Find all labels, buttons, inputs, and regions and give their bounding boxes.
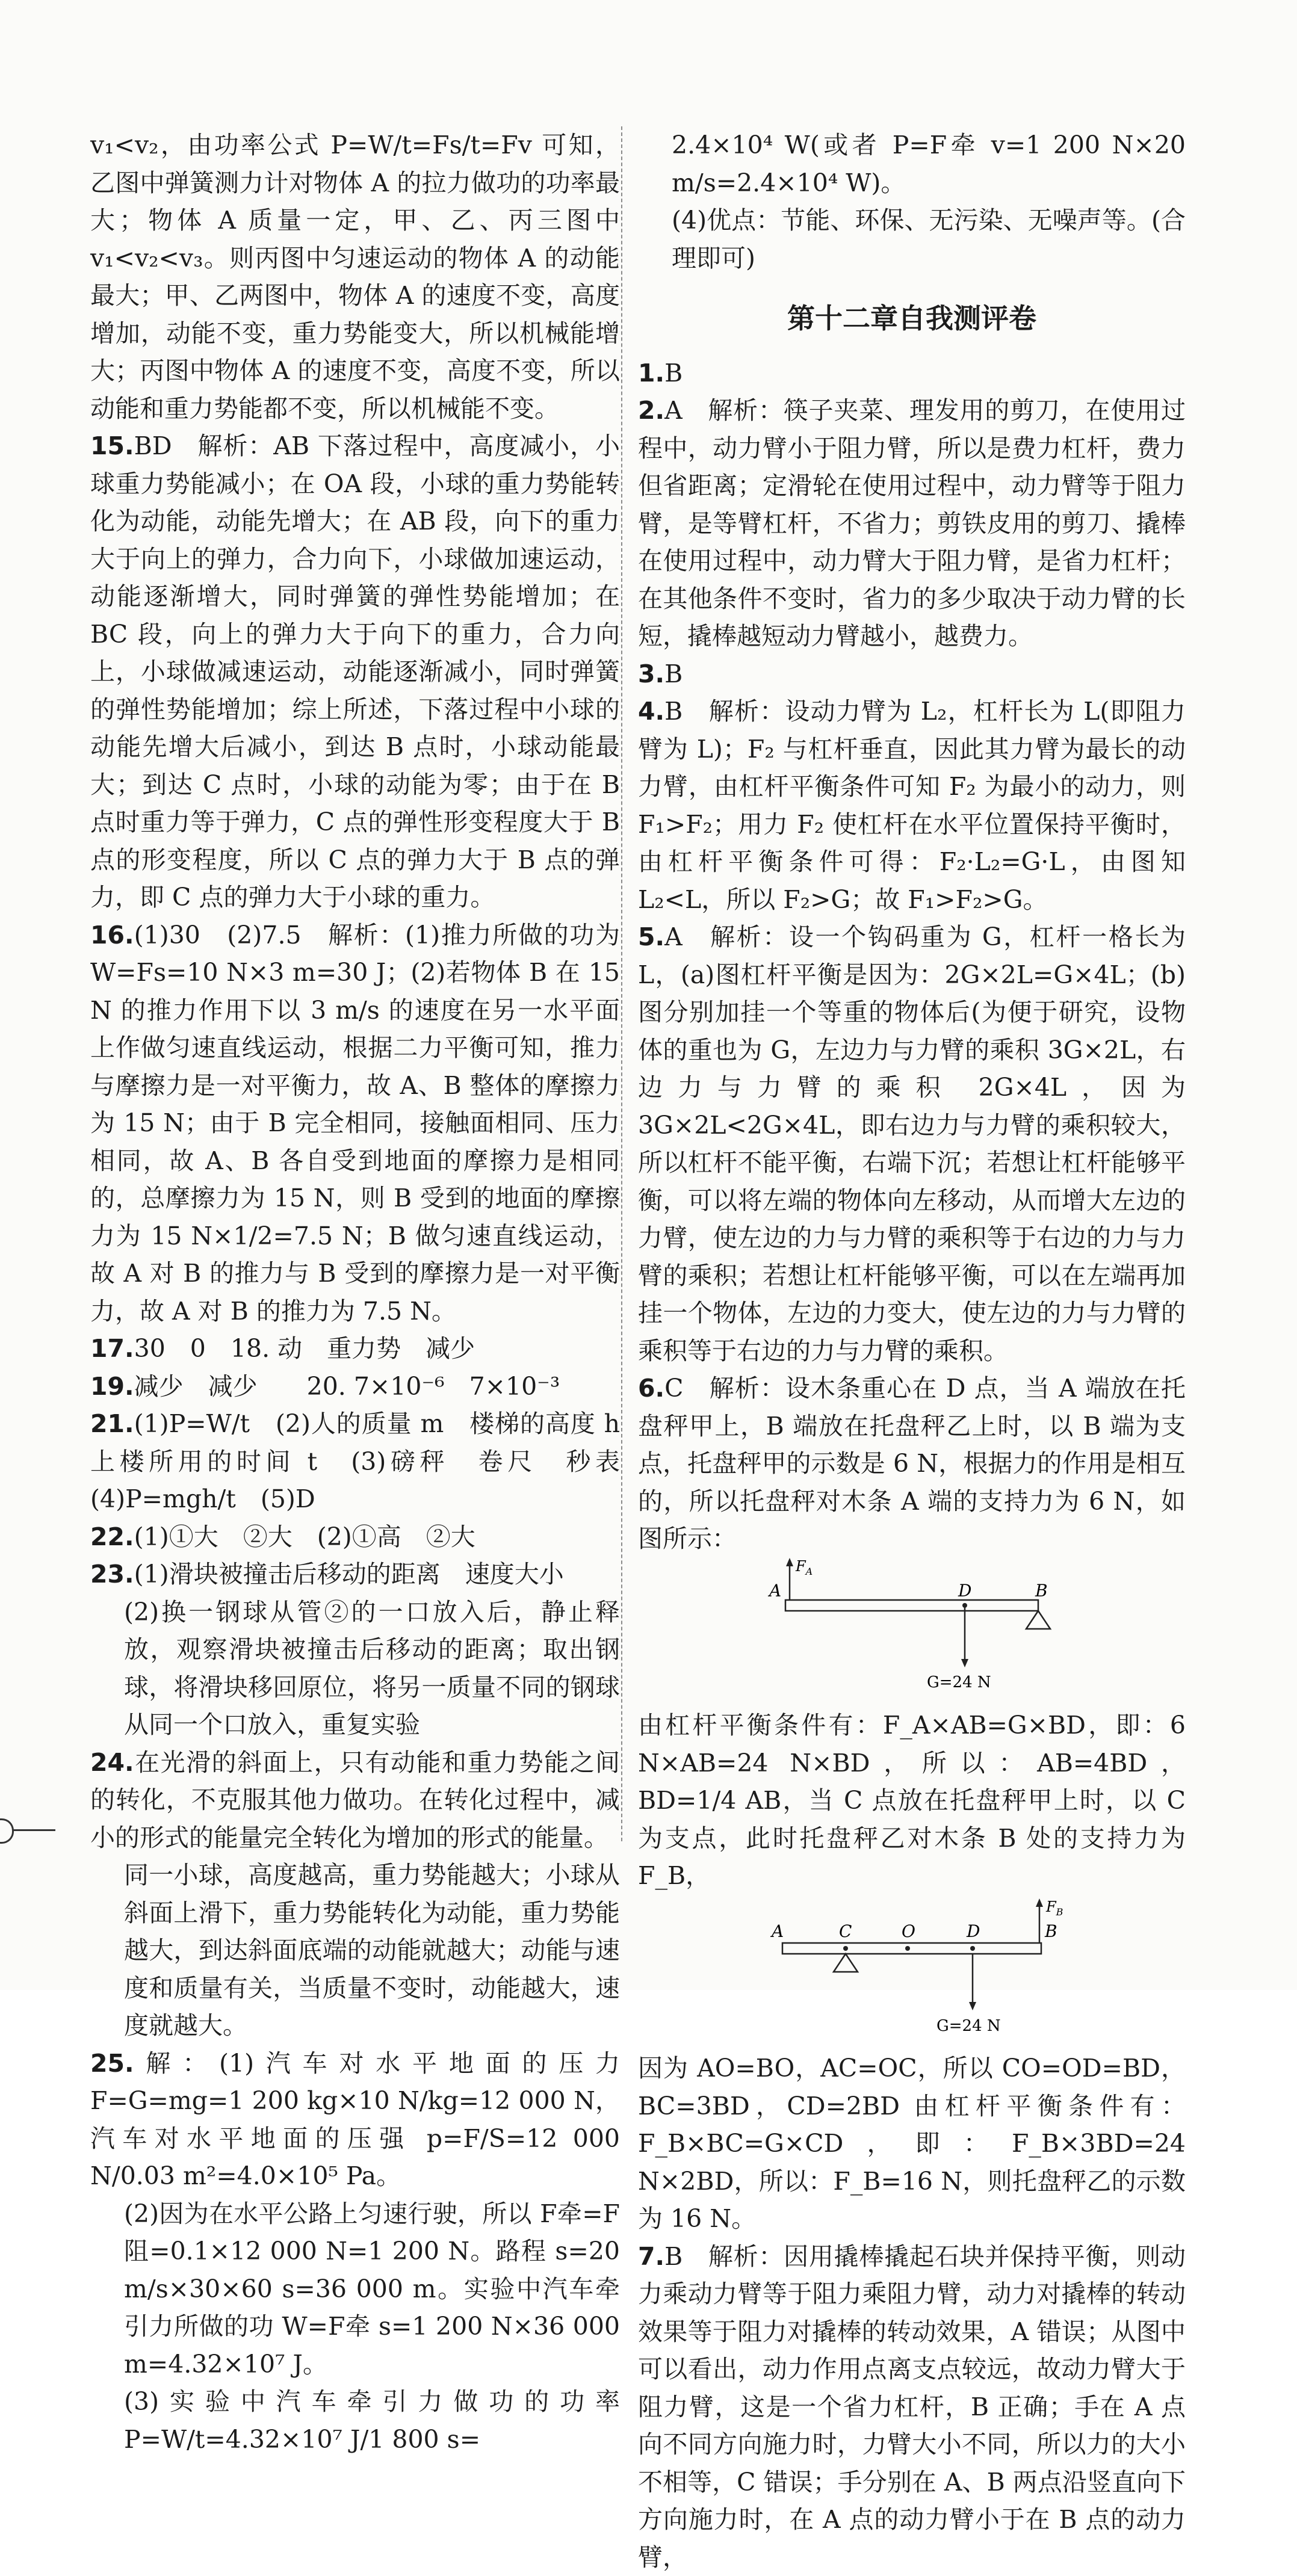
force-arrow-head [1036, 1898, 1043, 1907]
answer-6 [638, 1370, 1186, 1558]
answer-24-part2: 同一小球，高度越高，重力势能越大；小球从斜面上滑下，重力势能转化为动能，重力势能越大，到达斜面底端的动能就越大；动能与速度和质量有关，当质量不变时，动能越大，速度就越大。 [90, 1856, 620, 2045]
question-number: 23. [90, 1560, 134, 1589]
force-label: $F_A$ [795, 1558, 813, 1577]
answer-25-part2: (2)因为在水平公路上匀速行驶，所以 F牵=F阻=0.1×12 000 N=1 200 N。路程 s=20 m/s×30×60 s=36 000 m。实验中汽车牵引力所做的功 W=F牵 s=1 200 N×36 000 m=4.32×10⁷ J。 [90, 2195, 620, 2383]
answer-text: (1)30 (2)7.5 解析：(1)推力所做的功为 W=Fs=10 N×3 m=30 J；(2)若物体 B 在 15 N 的推力作用下以 3 m/s 的速度在另一水平面上作做匀速直线运动，根据二力平衡可知，推力与摩擦力是一对平衡力，故 A、B 整体的摩擦力为 15 N；由于 B 完全相同，接触面相同、压力相同，故 A、B 各自受到地面的摩擦力是相同的，总摩擦力为 15 N，则 B 受到的地面的摩擦力为 15 N×1/2=7.5 N；B 做匀速直线运动，故 A 对 B 的推力与 B 受到的摩擦力是一对平衡力，故 A 对 B 的推力为 7.5 N。 [90, 921, 620, 1326]
question-number: 22. [90, 1522, 134, 1551]
answer-25-part3: (3)实验中汽车牵引力做功的功率 P=W/t=4.32×10⁷ J/1 800 s= [90, 2383, 620, 2458]
answer-6-conclusion: 因为 AO=BO，AC=OC，所以 CO=OD=BD，BC=3BD，CD=2BD 由杠杆平衡条件有：F_B×BC=G×CD，即：F_B×3BD=24 N×2BD，所以：F_B=16 N，则托盘秤乙的示数为 16 N。 [638, 2049, 1186, 2238]
question-number: 2. [638, 396, 664, 425]
point-o-dot [905, 1946, 910, 1951]
right-column [638, 126, 1186, 2576]
answer-23-part2: (2)换一钢球从管②的一口放入后，静止释放，观察滑块被撞击后移动的距离；取出钢球，将滑块移回原位，将另一质量不同的钢球从同一个口放入，重复实验 [90, 1593, 620, 1744]
question-number: 6. [638, 1374, 664, 1403]
gravity-label: G=24 N [927, 1673, 991, 1691]
lever-bar [782, 1943, 1041, 1954]
lever-figure-2 [638, 1895, 1186, 2050]
question-number: 7. [638, 2242, 664, 2271]
question-number: 21. [90, 1409, 134, 1438]
answer-6-continued: 由杠杆平衡条件有：F_A×AB=G×BD，即：6 N×AB=24 N×BD，所以：AB=4BD，BD=1/4 AB，当 C 点放在托盘秤甲上时，以 C 为支点，此时托盘秤乙对木条 B 处的支持力为 F_B， [638, 1707, 1186, 1895]
answer-text: (1)①大 ②大 (2)①高 ②大 [134, 1522, 475, 1551]
question-number: 25. [90, 2049, 134, 2078]
answer-text: B [664, 659, 683, 688]
lever-diagram-2 [638, 1895, 1186, 2039]
answer-1 [638, 354, 1186, 392]
answer-text: B [664, 359, 683, 388]
answer-21 [90, 1405, 620, 1518]
point-c-label: C [839, 1921, 852, 1941]
answer-text: 解：(1)汽车对水平地面的压力 F=G=mg=1 200 kg×10 N/kg=12 000 N，汽车对水平地面的压强 p=F/S=12 000 N/0.03 m²=4.0×10⁵ Pa。 [90, 2049, 620, 2191]
answer-25-result: 2.4×10⁴ W(或者 P=F牵 v=1 200 N×20 m/s=2.4×10⁴ W)。 [638, 126, 1186, 202]
answer-text: A 解析：设一个钩码重为 G，杠杆一格长为 L，(a)图杠杆平衡是因为：2G×2L=G×4L；(b)图分别加挂一个等重的物体后(为便于研究，设物体的重也为 G，左边力与力臂的乘积 3G×2L，右边力与力臂的乘积 2G×4L，因为 3G×2L<2G×4L，即右边力与力臂的乘积较大，所以杠杆不能平衡，右端下沉；若想让杠杆能够平衡，可以将左端的物体向左移动，从而增大左边的力臂，使左边的力与力臂的乘积等于右边的力与力臂的乘积；若想让杠杆能够平衡，可以在左端再加挂一个物体，左边的力变大，使左边的力与力臂的乘积等于右边的力与力臂的乘积。 [638, 922, 1186, 1365]
answer-25-part4: (4)优点：节能、环保、无污染、无噪声等。(合理即可) [638, 202, 1186, 277]
answer-text: C 解析：设木条重心在 D 点，当 A 端放在托盘秤甲上，B 端放在托盘秤乙上时，以 B 端为支点，托盘秤甲的示数是 6 N，根据力的作用是相互的，所以托盘秤对木条 A 端的支持力为 6 N，如图所示： [638, 1374, 1186, 1553]
section-title: 第十二章自我测评卷 [638, 300, 1186, 338]
question-number: 17. [90, 1334, 134, 1363]
answer-text: 减少 减少 20. 7×10⁻⁶ 7×10⁻³ [134, 1372, 560, 1401]
answer-22 [90, 1518, 620, 1556]
point-c-dot [843, 1946, 848, 1951]
fulcrum-triangle [834, 1954, 858, 1972]
question-number: 15. [90, 431, 134, 460]
question-number: 24. [90, 1748, 134, 1777]
answer-2 [638, 392, 1186, 655]
answer-25 [90, 2045, 620, 2195]
answer-14-continued: v₁<v₂，由功率公式 P=W/t=Fs/t=Fv 可知，乙图中弹簧测力计对物体 A 的拉力做功的功率最大；物体 A 质量一定，甲、乙、丙三图中 v₁<v₂<v₃。则丙图中匀速运动的物体 A 的动能最大；甲、乙两图中，物体 A 的速度不变，高度增加，动能不变，重力势能变大，所以机械能增大；丙图中物体 A 的速度不变，高度不变，所以动能和重力势能都不变，所以机械能不变。 [90, 126, 620, 427]
answer-17-18 [90, 1330, 620, 1368]
answer-text: 30 0 18. 动 重力势 减少 [134, 1334, 475, 1363]
answer-23 [90, 1555, 620, 1593]
fulcrum-triangle [1026, 1611, 1050, 1629]
point-o-label: O [902, 1921, 915, 1941]
force-arrow-head [786, 1558, 793, 1566]
lever-bar [785, 1600, 1038, 1611]
point-b-label: B [1035, 1581, 1048, 1601]
question-number: 4. [638, 697, 664, 726]
point-d-label: D [958, 1581, 971, 1601]
point-b-label: B [1044, 1921, 1057, 1941]
gravity-arrow-head [961, 1659, 968, 1667]
question-number: 16. [90, 921, 134, 950]
page-corner-line [13, 1829, 55, 1831]
point-a-label: A [770, 1921, 784, 1941]
point-d-label: D [966, 1921, 980, 1941]
question-number: 5. [638, 922, 664, 951]
page-corner-mark [0, 1818, 14, 1844]
lever-figure-1 [638, 1558, 1186, 1707]
column-divider [621, 126, 622, 1841]
answer-5 [638, 918, 1186, 1370]
answer-text: A 解析：筷子夹菜、理发用的剪刀，在使用过程中，动力臂小于阻力臂，所以是费力杠杆，费力但省距离；定滑轮在使用过程中，动力臂等于阻力臂，是等臂杠杆，不省力；剪铁皮用的剪刀、撬棒在使用过程中，动力臂大于阻力臂，是省力杠杆；在其他条件不变时，省力的多少取决于动力臂的长短，撬棒越短动力臂越小，越费力。 [638, 396, 1186, 650]
force-label: $F_B$ [1045, 1898, 1063, 1918]
point-d-dot [970, 1946, 975, 1951]
answer-text: (1)滑块被撞击后移动的距离 速度大小 [134, 1560, 564, 1589]
answer-7 [638, 2238, 1186, 2576]
answer-4 [638, 693, 1186, 918]
answer-text: (1)P=W/t (2)人的质量 m 楼梯的高度 h 上楼所用的时间 t (3)磅秤 卷尺 秒表 (4)P=mgh/t (5)D [90, 1409, 645, 1513]
answer-15 [90, 427, 620, 916]
answer-3 [638, 655, 1186, 693]
answer-text: 在光滑的斜面上，只有动能和重力势能之间的转化，不克服其他力做功。在转化过程中，减小的形式的能量完全转化为增加的形式的能量。 [90, 1748, 620, 1852]
question-number: 3. [638, 659, 664, 688]
gravity-label: G=24 N [936, 2017, 1001, 2035]
answer-16 [90, 916, 620, 1330]
gravity-arrow-head [969, 2002, 976, 2010]
answer-text: BD 解析：AB 下落过程中，高度减小，小球重力势能减小；在 OA 段，小球的重力势能转化为动能，动能先增大；在 AB 段，向下的重力大于向上的弹力，合力向下，小球做加速运动，动能逐渐增大，同时弹簧的弹性势能增加；在 BC 段，向上的弹力大于向下的重力，合力向上，小球做减速运动，动能逐渐减小，同时弹簧的弹性势能增加；综上所述，下落过程中小球的动能先增大后减小，到达 B 点时，小球动能最大；到达 C 点时，小球的动能为零；由于在 B 点时重力等于弹力，C 点的弹性形变程度大于 B 点的形变程度，所以 C 点的弹力大于 B 点的弹力，即 C 点的弹力大于小球的重力。 [90, 431, 620, 912]
answer-24 [90, 1744, 620, 1857]
answer-text: B 解析：因用撬棒撬起石块并保持平衡，则动力乘动力臂等于阻力乘阻力臂，动力对撬棒的转动效果等于阻力对撬棒的转动效果，A 错误；从图中可以看出，动力作用点离支点较远，故动力臂大于阻力臂，这是一个省力杠杆，B 正确；手在 A 点向不同方向施力时，力臂大小不同，所以力的大小不相等，C 错误；手分别在 A、B 两点沿竖直向下方向施力时，在 A 点的动力臂小于在 B 点的动力臂， [638, 2242, 1186, 2572]
question-number: 19. [90, 1372, 134, 1401]
question-number: 1. [638, 359, 664, 388]
answer-19-20 [90, 1368, 620, 1406]
lever-diagram-1 [638, 1558, 1186, 1696]
answer-text: B 解析：设动力臂为 L₂，杠杆长为 L(即阻力臂为 L)；F₂ 与杠杆垂直，因此其力臂为最长的动力臂，由杠杆平衡条件可知 F₂ 为最小的动力，则 F₁>F₂；用力 F₂ 使杠杆在水平位置保持平衡时，由杠杆平衡条件可得：F₂·L₂=G·L，由图知 L₂<L，所以 F₂>G；故 F₁>F₂>G。 [638, 697, 1186, 914]
left-column [90, 126, 620, 2458]
point-a-label: A [767, 1581, 781, 1601]
